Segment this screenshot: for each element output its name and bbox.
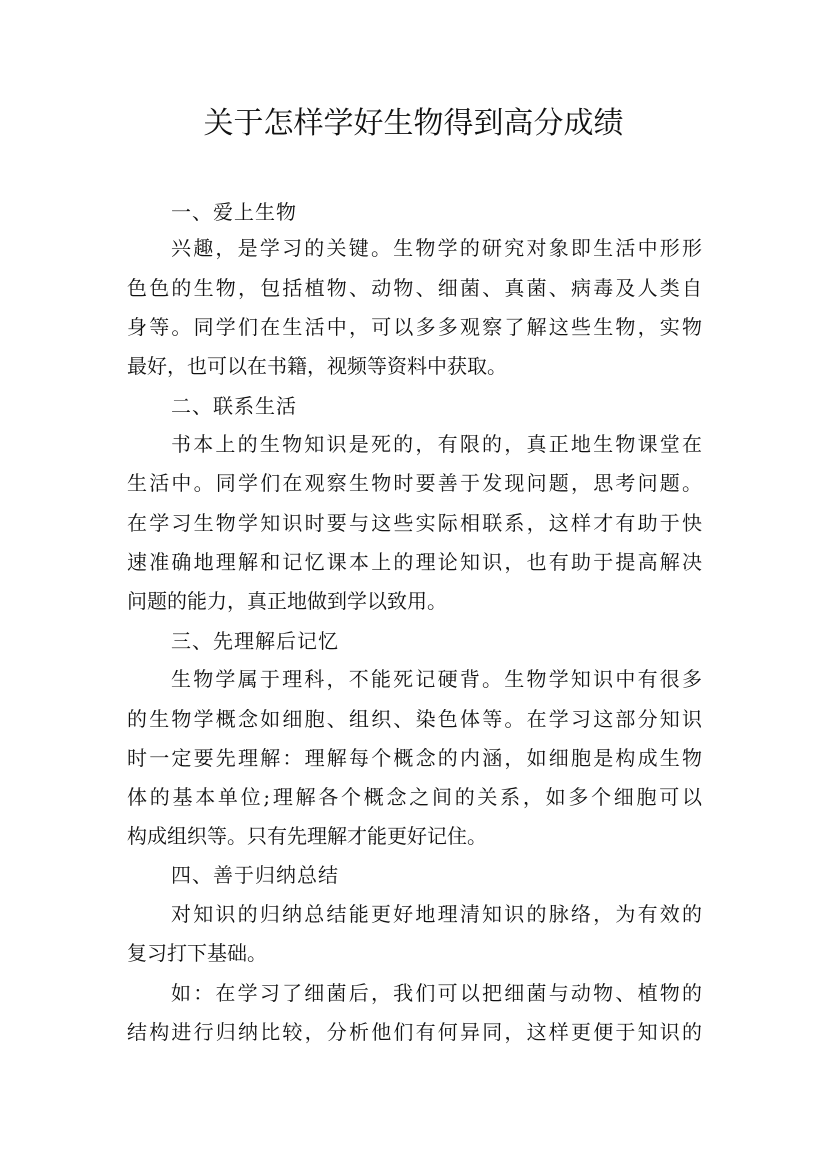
paragraph-line: 生物学属于理科，不能死记硬背。生物学知识中有很多 xyxy=(171,667,702,691)
paragraph-line: 如：在学习了细菌后，我们可以把细菌与动物、植物的 xyxy=(171,981,702,1005)
section-heading-3: 三、先理解后记忆 xyxy=(171,629,339,653)
paragraph-line: 结构进行归纳比较，分析他们有何异同，这样更便于知识的 xyxy=(127,1020,702,1044)
paragraph-line: 兴趣，是学习的关键。生物学的研究对象即生活中形形 xyxy=(171,236,702,260)
document-title: 关于怎样学好生物得到高分成绩 xyxy=(203,106,624,141)
paragraph-line: 问题的能力，真正地做到学以致用。 xyxy=(127,589,447,613)
paragraph-line: 复习打下基础。 xyxy=(127,941,267,965)
paragraph-line: 最好，也可以在书籍，视频等资料中获取。 xyxy=(127,354,507,378)
paragraph-line: 速准确地理解和记忆课本上的理论知识，也有助于提高解决 xyxy=(127,550,702,574)
paragraph-line: 时一定要先理解：理解每个概念的内涵，如细胞是构成生物 xyxy=(127,746,702,770)
paragraph-line: 生活中。同学们在观察生物时要善于发现问题，思考问题。 xyxy=(127,471,702,495)
paragraph-line: 在学习生物学知识时要与这些实际相联系，这样才有助于快 xyxy=(127,511,702,535)
section-heading-4: 四、善于归纳总结 xyxy=(171,863,339,887)
paragraph-line: 书本上的生物知识是死的，有限的，真正地生物课堂在 xyxy=(171,432,702,456)
paragraph-line: 色色的生物，包括植物、动物、细菌、真菌、病毒及人类自 xyxy=(127,276,702,300)
paragraph-line: 对知识的归纳总结能更好地理清知识的脉络，为有效的 xyxy=(171,902,702,926)
section-heading-1: 一、爱上生物 xyxy=(171,200,297,224)
paragraph-line: 身等。同学们在生活中，可以多多观察了解这些生物，实物 xyxy=(127,315,702,339)
paragraph-line: 的生物学概念如细胞、组织、染色体等。在学习这部分知识 xyxy=(127,707,702,731)
section-heading-2: 二、联系生活 xyxy=(171,394,297,418)
paragraph-line: 体的基本单位;理解各个概念之间的关系，如多个细胞可以 xyxy=(127,785,702,809)
paragraph-line: 构成组织等。只有先理解才能更好记住。 xyxy=(127,824,487,848)
